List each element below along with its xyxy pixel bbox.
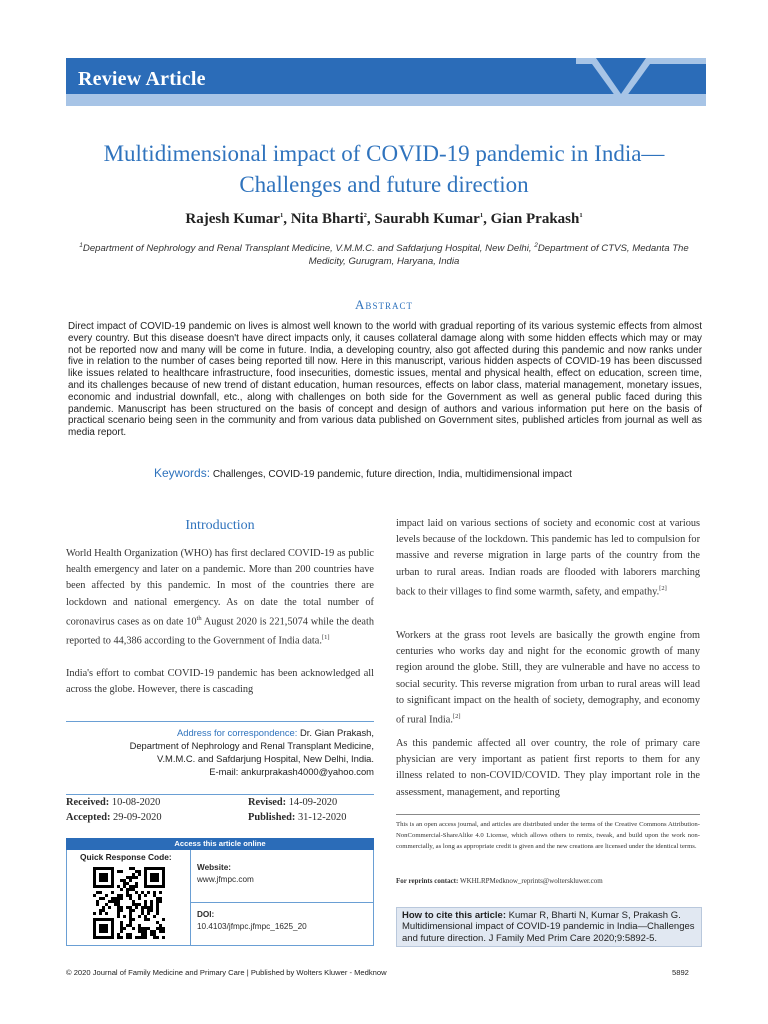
abstract-heading: Abstract bbox=[355, 297, 413, 312]
keywords bbox=[154, 466, 572, 480]
author-affiliation-mark: 1 bbox=[579, 212, 583, 219]
reprints-label: For reprints contact: bbox=[396, 877, 459, 885]
accepted-label: Accepted: bbox=[66, 812, 111, 823]
abstract-text: Direct impact of COVID-19 pandemic on lives is almost well known to the world with gradual reporting of its various systemic effects from almost every country. But this disease doesn't have direct impacts only, it causes collateral damage along with some hidden effects which may or may not be reported now and many will be come in future. India, a developing country, also got affected during this pandemic and now ranks under five in relation to the number of cases being reported till now. Here in this manuscript, various hidden aspects of COVID-19 has been discussed like issues related to healthcare infrastructure, food insecurities, domestic issues, mental and physical health, effect on education, screen time, and its challenges because of new trend of distant education, human resources, effects on labor class, material management, monetary issues, economic and industrial downfall, etc., along with challenges on both side for the Government as well as general public faced during this pandemic. Manuscript has been structured on the basis of concept and design of authors and various information put here on the basis of practical scenario being seen in the community and from various data published on Government sites, published articles from journal as well as media report. bbox=[68, 321, 702, 439]
intro-paragraph-5: As this pandemic affected all over country, the role of primary care physician are very important as patient first reports to them for any illness related to non-COVID/COVID. They play important role in the assessment, management, and reporting bbox=[396, 738, 700, 798]
received-date: 10-08-2020 bbox=[111, 797, 161, 808]
accepted-date: 29-09-2020 bbox=[113, 812, 162, 823]
author-affiliation-mark: 1 bbox=[479, 212, 484, 219]
author-name: Gian Prakash bbox=[490, 211, 580, 227]
correspondence-block bbox=[66, 721, 374, 778]
intro-p1-text: World Health Organization (WHO) has first declared COVID-19 as public health emergency and later on a pandemic. More than 200 countries have been affected by this pandemic. In most of the countries there are lockdown and national emergency. As on date the total number of coronavirus cases as on date 10 bbox=[66, 548, 374, 628]
keywords-label: Keywords: bbox=[154, 466, 211, 480]
article-title: Multidimensional impact of COVID-19 pandemic in India—Challenges and future direction bbox=[103, 141, 665, 197]
correspondence-line: V.M.M.C. and Safdarjung Hospital, New Delhi, India. bbox=[157, 753, 374, 764]
intro-paragraph-4 bbox=[396, 628, 700, 729]
published-date: 31-12-2020 bbox=[297, 812, 347, 823]
how-to-cite-box bbox=[396, 907, 702, 947]
reprints-note bbox=[396, 877, 603, 885]
intro-p1-text-cont: August 2020 is 221,5074 while the death reported to 44,386 according to the Government of India data. bbox=[66, 616, 374, 647]
qr-code[interactable] bbox=[93, 867, 165, 939]
reference-mark: [2] bbox=[659, 584, 667, 592]
website-label: Website: bbox=[197, 863, 231, 872]
affiliations bbox=[72, 239, 696, 268]
intro-paragraph-3 bbox=[396, 516, 700, 600]
intro-paragraph-2: India's effort to combat COVID-19 pandemic has been acknowledged all across the globe. However, there is cascading bbox=[66, 668, 374, 696]
author-affiliation-mark: 2 bbox=[363, 212, 367, 219]
article-dates bbox=[66, 794, 374, 825]
affiliation-mark: 1 bbox=[79, 242, 83, 249]
doi-link[interactable]: 10.4103/jfmpc.jfmpc_1625_20 bbox=[197, 922, 307, 931]
revised-date: 14-09-2020 bbox=[288, 797, 338, 808]
website-link[interactable]: www.jfmpc.com bbox=[197, 875, 254, 884]
qr-code-label: Quick Response Code: bbox=[80, 852, 172, 862]
published-label: Published: bbox=[248, 812, 296, 823]
keywords-text: Challenges, COVID-19 pandemic, future direction, India, multidimensional impact bbox=[212, 469, 572, 480]
correspondence-label: Address for correspondence: bbox=[177, 727, 298, 738]
affiliation-mark: 2 bbox=[534, 242, 538, 249]
doi-divider bbox=[190, 902, 374, 903]
author-name: Rajesh Kumar bbox=[185, 211, 280, 227]
journal-footer: © 2020 Journal of Family Medicine and Primary Care | Published by Wolters Kluwer - Medknow bbox=[66, 968, 387, 977]
reference-mark: [1] bbox=[321, 634, 330, 642]
cite-label: How to cite this article: bbox=[402, 910, 506, 921]
doi-label: DOI: bbox=[197, 910, 215, 919]
correspondence-email[interactable]: E-mail: ankurprakash4000@yahoo.com bbox=[209, 766, 374, 777]
reference-mark: [2] bbox=[452, 713, 461, 721]
author-list: Rajesh Kumar$^1$, Nita Bharti$^2$, Saurabh Kumar$^1$, Gian Prakash$^1$ bbox=[185, 211, 583, 227]
access-divider bbox=[190, 850, 191, 946]
affiliation-2: Department of CTVS, Medanta The Medicity, Gurugram, Haryana, India bbox=[308, 243, 689, 268]
revised-label: Revised: bbox=[248, 797, 287, 808]
article-type-label: Review Article bbox=[78, 68, 206, 90]
license-note: This is an open access journal, and articles are distributed under the terms of the Creative Commons Attribution-NonCommercial-ShareAlike 4.0 License, which allows others to remix, tweak, and build upon the work non-commercially, as long as appropriate credit is given and the new creations are licensed under the identical terms. bbox=[396, 814, 700, 852]
correspondence-name: Dr. Gian Prakash, bbox=[300, 727, 374, 738]
page-number: 5892 bbox=[672, 968, 689, 977]
intro-paragraph-1 bbox=[66, 546, 374, 650]
ordinal-suffix: th bbox=[196, 614, 202, 622]
intro-r2-text: Workers at the grass root levels are basically the growth engine from centuries who works day and night for the economic growth of many region around the globe. Still, they are vulnerable and have no access to social security. This reverse migration from urban to rural areas will lead to significant impact on the health of society, demography, and economy of rural India. bbox=[396, 630, 700, 726]
correspondence-line: Department of Nephrology and Renal Transplant Medicine, bbox=[129, 740, 374, 751]
author-name: Saurabh Kumar bbox=[374, 211, 480, 227]
author-affiliation-mark: 1 bbox=[279, 212, 284, 219]
access-online-bar: Access this article online bbox=[66, 838, 374, 850]
intro-r1-text: impact laid on various sections of society and economic cost at various levels because of the lockdown. This pandemic has led to compulsion for massive and reverse migration in large parts of the country from the urban to rural areas. Indian roads are flooded with laborers marching back to their villages to find some warmth, safety, and empathy. bbox=[396, 518, 700, 598]
affiliation-1: Department of Nephrology and Renal Transplant Medicine, V.M.M.C. and Safdarjung Hospital, New Delhi, bbox=[82, 243, 535, 255]
cite-text: Kumar R, Bharti N, Kumar S, Prakash G. Multidimensional impact of COVID-19 pandemic in India—Challenges and future direction. J Family Med Prim Care 2020;9:5892-5. bbox=[402, 910, 695, 944]
reprints-email[interactable]: WKHLRPMedknow_reprints@wolterskluwer.com bbox=[459, 877, 603, 885]
received-label: Received: bbox=[66, 797, 110, 808]
author-name: Nita Bharti bbox=[290, 211, 364, 227]
introduction-heading: Introduction bbox=[185, 518, 255, 533]
